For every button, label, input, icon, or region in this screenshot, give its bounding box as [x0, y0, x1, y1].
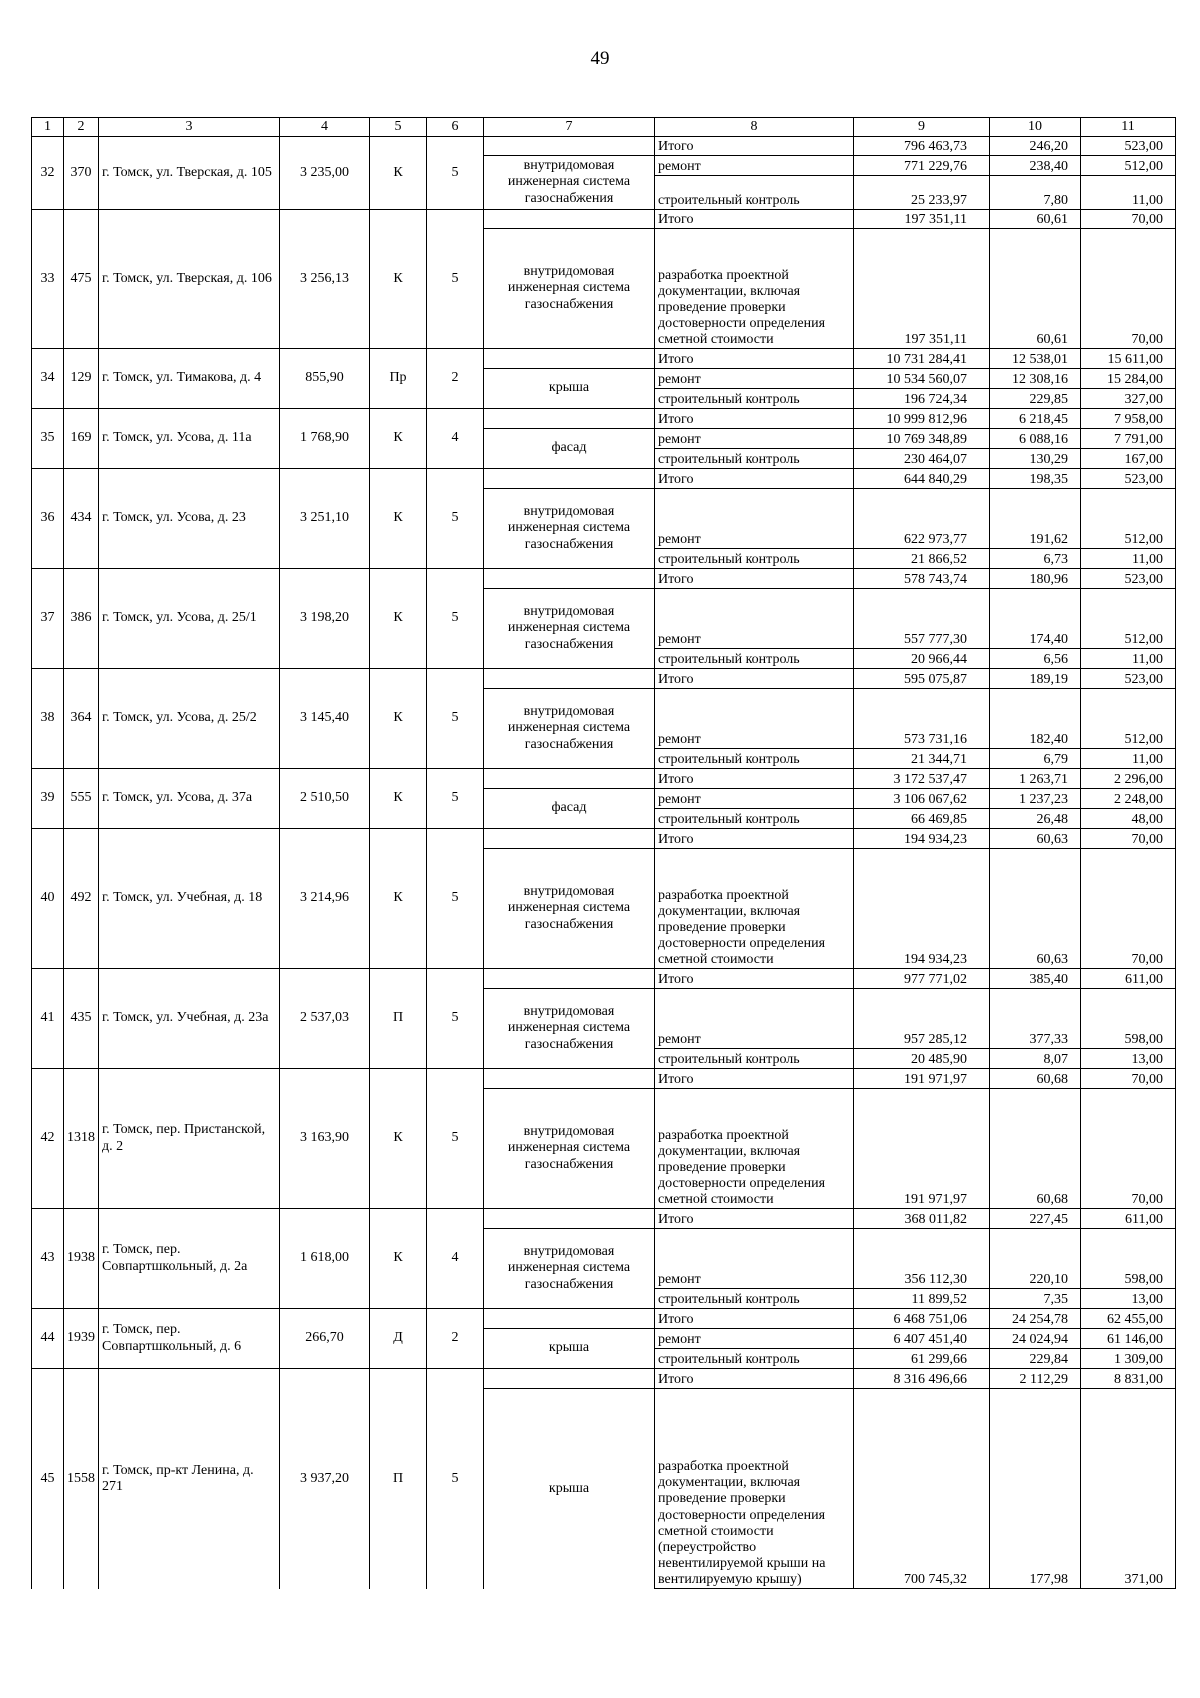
column-header: 6 — [427, 118, 484, 137]
cost-per-sqm: 7,80 — [990, 176, 1081, 210]
address: г. Томск, пер. Совпартшкольный, д. 2а — [99, 1209, 280, 1309]
cost-per-sqm: 1 263,71 — [990, 769, 1081, 789]
area: 3 937,20 — [280, 1369, 370, 1589]
work-label: Итого — [655, 1309, 854, 1329]
area: 3 256,13 — [280, 210, 370, 349]
cost-limit: 512,00 — [1081, 689, 1176, 749]
wall-type: П — [370, 1369, 427, 1589]
system-name: крыша — [484, 1389, 655, 1589]
area: 855,90 — [280, 349, 370, 409]
cost-limit: 598,00 — [1081, 989, 1176, 1049]
area: 3 145,40 — [280, 669, 370, 769]
system-name: внутридомовая инженерная система газоснабжения — [484, 156, 655, 210]
work-label: ремонт — [655, 689, 854, 749]
work-label: разработка проектной документации, включая проведение проверки достоверности определения сметной стоимости — [655, 229, 854, 349]
cost-per-sqm: 12 538,01 — [990, 349, 1081, 369]
house-id: 434 — [64, 469, 99, 569]
wall-type: П — [370, 969, 427, 1069]
cost-limit: 327,00 — [1081, 389, 1176, 409]
system-blank — [484, 1069, 655, 1089]
column-header: 1 — [32, 118, 64, 137]
floors: 5 — [427, 210, 484, 349]
house-id: 364 — [64, 669, 99, 769]
cost-total: 578 743,74 — [854, 569, 990, 589]
column-header: 5 — [370, 118, 427, 137]
system-blank — [484, 210, 655, 229]
cost-limit: 13,00 — [1081, 1049, 1176, 1069]
house-id: 169 — [64, 409, 99, 469]
cost-per-sqm: 26,48 — [990, 809, 1081, 829]
table-row — [32, 1369, 1176, 1389]
cost-limit: 15 284,00 — [1081, 369, 1176, 389]
address: г. Томск, ул. Усова, д. 11а — [99, 409, 280, 469]
cost-limit: 11,00 — [1081, 549, 1176, 569]
house-id: 1939 — [64, 1309, 99, 1369]
floors: 5 — [427, 829, 484, 969]
house-id: 386 — [64, 569, 99, 669]
system-name: внутридомовая инженерная система газоснабжения — [484, 1089, 655, 1209]
work-label: ремонт — [655, 789, 854, 809]
work-label: строительный контроль — [655, 809, 854, 829]
floors: 5 — [427, 669, 484, 769]
cost-total: 595 075,87 — [854, 669, 990, 689]
table-row — [32, 349, 1176, 369]
floors: 5 — [427, 769, 484, 829]
row-number: 44 — [32, 1309, 64, 1369]
floors: 5 — [427, 969, 484, 1069]
wall-type: К — [370, 1069, 427, 1209]
cost-per-sqm: 238,40 — [990, 156, 1081, 176]
cost-limit: 62 455,00 — [1081, 1309, 1176, 1329]
cost-per-sqm: 60,68 — [990, 1089, 1081, 1209]
work-label: Итого — [655, 1209, 854, 1229]
cost-limit: 2 248,00 — [1081, 789, 1176, 809]
floors: 5 — [427, 1369, 484, 1589]
cost-total: 957 285,12 — [854, 989, 990, 1049]
cost-total: 6 468 751,06 — [854, 1309, 990, 1329]
table-row — [32, 769, 1176, 789]
cost-total: 356 112,30 — [854, 1229, 990, 1289]
work-label: строительный контроль — [655, 176, 854, 210]
area: 2 510,50 — [280, 769, 370, 829]
house-id: 1318 — [64, 1069, 99, 1209]
work-label: Итого — [655, 669, 854, 689]
work-label: ремонт — [655, 1229, 854, 1289]
page-number: 49 — [590, 48, 610, 69]
work-label: строительный контроль — [655, 449, 854, 469]
cost-total: 977 771,02 — [854, 969, 990, 989]
column-header: 9 — [854, 118, 990, 137]
work-label: строительный контроль — [655, 549, 854, 569]
row-number: 41 — [32, 969, 64, 1069]
cost-per-sqm: 229,84 — [990, 1349, 1081, 1369]
house-id: 1558 — [64, 1369, 99, 1589]
work-label: Итого — [655, 349, 854, 369]
cost-total: 644 840,29 — [854, 469, 990, 489]
row-number: 35 — [32, 409, 64, 469]
cost-total: 11 899,52 — [854, 1289, 990, 1309]
area: 1 768,90 — [280, 409, 370, 469]
work-label: ремонт — [655, 589, 854, 649]
table-row — [32, 1309, 1176, 1329]
cost-total: 20 966,44 — [854, 649, 990, 669]
system-name: фасад — [484, 789, 655, 829]
cost-total: 230 464,07 — [854, 449, 990, 469]
cost-per-sqm: 60,63 — [990, 849, 1081, 969]
cost-total: 8 316 496,66 — [854, 1369, 990, 1389]
table-row — [32, 969, 1176, 989]
cost-total: 700 745,32 — [854, 1389, 990, 1589]
system-name: внутридомовая инженерная система газоснабжения — [484, 589, 655, 669]
system-name: внутридомовая инженерная система газоснабжения — [484, 1229, 655, 1309]
work-label: ремонт — [655, 156, 854, 176]
wall-type: К — [370, 669, 427, 769]
cost-limit: 512,00 — [1081, 489, 1176, 549]
cost-limit: 7 958,00 — [1081, 409, 1176, 429]
cost-limit: 2 296,00 — [1081, 769, 1176, 789]
house-id: 1938 — [64, 1209, 99, 1309]
cost-total: 197 351,11 — [854, 229, 990, 349]
cost-total: 61 299,66 — [854, 1349, 990, 1369]
system-blank — [484, 409, 655, 429]
work-label: разработка проектной документации, включая проведение проверки достоверности определения сметной стоимости — [655, 849, 854, 969]
wall-type: К — [370, 210, 427, 349]
cost-per-sqm: 6 218,45 — [990, 409, 1081, 429]
system-name: крыша — [484, 369, 655, 409]
cost-total: 796 463,73 — [854, 137, 990, 156]
address: г. Томск, ул. Тверская, д. 105 — [99, 137, 280, 210]
cost-limit: 70,00 — [1081, 829, 1176, 849]
system-blank — [484, 469, 655, 489]
work-label: Итого — [655, 409, 854, 429]
cost-per-sqm: 60,63 — [990, 829, 1081, 849]
wall-type: К — [370, 769, 427, 829]
cost-total: 6 407 451,40 — [854, 1329, 990, 1349]
wall-type: К — [370, 829, 427, 969]
house-id: 129 — [64, 349, 99, 409]
cost-limit: 512,00 — [1081, 589, 1176, 649]
cost-limit: 611,00 — [1081, 1209, 1176, 1229]
floors: 5 — [427, 469, 484, 569]
system-blank — [484, 1209, 655, 1229]
cost-limit: 512,00 — [1081, 156, 1176, 176]
cost-limit: 7 791,00 — [1081, 429, 1176, 449]
row-number: 45 — [32, 1369, 64, 1589]
wall-type: Д — [370, 1309, 427, 1369]
work-label: Итого — [655, 210, 854, 229]
work-label: Итого — [655, 1069, 854, 1089]
system-blank — [484, 137, 655, 156]
cost-limit: 70,00 — [1081, 1069, 1176, 1089]
cost-total: 368 011,82 — [854, 1209, 990, 1229]
house-id: 475 — [64, 210, 99, 349]
cost-per-sqm: 12 308,16 — [990, 369, 1081, 389]
table-row — [32, 409, 1176, 429]
header-row — [32, 118, 1176, 137]
cost-per-sqm: 24 254,78 — [990, 1309, 1081, 1329]
address: г. Томск, ул. Тверская, д. 106 — [99, 210, 280, 349]
wall-type: К — [370, 137, 427, 210]
area: 3 198,20 — [280, 569, 370, 669]
cost-limit: 11,00 — [1081, 649, 1176, 669]
system-blank — [484, 1309, 655, 1329]
system-name: внутридомовая инженерная система газоснабжения — [484, 849, 655, 969]
work-label: Итого — [655, 137, 854, 156]
cost-per-sqm: 246,20 — [990, 137, 1081, 156]
column-header: 8 — [655, 118, 854, 137]
cost-limit: 11,00 — [1081, 749, 1176, 769]
system-blank — [484, 1369, 655, 1389]
cost-limit: 523,00 — [1081, 569, 1176, 589]
cost-limit: 70,00 — [1081, 229, 1176, 349]
address: г. Томск, пр-кт Ленина, д. 271 — [99, 1369, 280, 1589]
wall-type: К — [370, 409, 427, 469]
cost-limit: 48,00 — [1081, 809, 1176, 829]
table-row — [32, 569, 1176, 589]
cost-total: 66 469,85 — [854, 809, 990, 829]
row-number: 33 — [32, 210, 64, 349]
work-label: Итого — [655, 969, 854, 989]
table-row — [32, 469, 1176, 489]
cost-limit: 611,00 — [1081, 969, 1176, 989]
work-label: ремонт — [655, 369, 854, 389]
address: г. Томск, ул. Усова, д. 37а — [99, 769, 280, 829]
cost-per-sqm: 6,73 — [990, 549, 1081, 569]
cost-total: 557 777,30 — [854, 589, 990, 649]
repair-plan-table — [31, 117, 1176, 1589]
system-blank — [484, 569, 655, 589]
address: г. Томск, ул. Тимакова, д. 4 — [99, 349, 280, 409]
work-label: Итого — [655, 1369, 854, 1389]
work-label: строительный контроль — [655, 749, 854, 769]
row-number: 43 — [32, 1209, 64, 1309]
row-number: 36 — [32, 469, 64, 569]
area: 1 618,00 — [280, 1209, 370, 1309]
house-id: 492 — [64, 829, 99, 969]
cost-total: 622 973,77 — [854, 489, 990, 549]
system-blank — [484, 349, 655, 369]
area: 3 235,00 — [280, 137, 370, 210]
floors: 2 — [427, 1309, 484, 1369]
wall-type: К — [370, 1209, 427, 1309]
cost-per-sqm: 2 112,29 — [990, 1369, 1081, 1389]
wall-type: К — [370, 469, 427, 569]
cost-total: 10 731 284,41 — [854, 349, 990, 369]
cost-total: 10 769 348,89 — [854, 429, 990, 449]
system-blank — [484, 829, 655, 849]
column-header: 3 — [99, 118, 280, 137]
system-blank — [484, 669, 655, 689]
address: г. Томск, ул. Усова, д. 25/1 — [99, 569, 280, 669]
wall-type: К — [370, 569, 427, 669]
cost-total: 3 106 067,62 — [854, 789, 990, 809]
cost-limit: 61 146,00 — [1081, 1329, 1176, 1349]
cost-per-sqm: 6,79 — [990, 749, 1081, 769]
cost-limit: 1 309,00 — [1081, 1349, 1176, 1369]
cost-total: 771 229,76 — [854, 156, 990, 176]
cost-total: 21 344,71 — [854, 749, 990, 769]
cost-per-sqm: 180,96 — [990, 569, 1081, 589]
area: 3 214,96 — [280, 829, 370, 969]
cost-per-sqm: 60,61 — [990, 229, 1081, 349]
house-id: 370 — [64, 137, 99, 210]
system-name: фасад — [484, 429, 655, 469]
work-label: строительный контроль — [655, 649, 854, 669]
cost-limit: 523,00 — [1081, 469, 1176, 489]
cost-limit: 598,00 — [1081, 1229, 1176, 1289]
work-label: разработка проектной документации, включая проведение проверки достоверности определения сметной стоимости — [655, 1089, 854, 1209]
system-name: внутридомовая инженерная система газоснабжения — [484, 689, 655, 769]
cost-limit: 523,00 — [1081, 137, 1176, 156]
cost-per-sqm: 60,61 — [990, 210, 1081, 229]
cost-total: 194 934,23 — [854, 829, 990, 849]
table-row — [32, 1069, 1176, 1089]
work-label: ремонт — [655, 1329, 854, 1349]
area: 266,70 — [280, 1309, 370, 1369]
column-header: 7 — [484, 118, 655, 137]
table-row — [32, 137, 1176, 156]
cost-limit: 70,00 — [1081, 1089, 1176, 1209]
area: 2 537,03 — [280, 969, 370, 1069]
area: 3 163,90 — [280, 1069, 370, 1209]
cost-per-sqm: 182,40 — [990, 689, 1081, 749]
column-header: 2 — [64, 118, 99, 137]
table-row — [32, 829, 1176, 849]
cost-total: 191 971,97 — [854, 1089, 990, 1209]
floors: 4 — [427, 409, 484, 469]
cost-per-sqm: 191,62 — [990, 489, 1081, 549]
system-name: внутридомовая инженерная система газоснабжения — [484, 229, 655, 349]
cost-per-sqm: 174,40 — [990, 589, 1081, 649]
cost-total: 573 731,16 — [854, 689, 990, 749]
row-number: 37 — [32, 569, 64, 669]
cost-total: 191 971,97 — [854, 1069, 990, 1089]
column-header: 10 — [990, 118, 1081, 137]
cost-total: 196 724,34 — [854, 389, 990, 409]
work-label: Итого — [655, 829, 854, 849]
work-label: ремонт — [655, 429, 854, 449]
address: г. Томск, ул. Усова, д. 25/2 — [99, 669, 280, 769]
cost-per-sqm: 8,07 — [990, 1049, 1081, 1069]
system-name: внутридомовая инженерная система газоснабжения — [484, 489, 655, 569]
table-body — [32, 118, 1176, 1589]
address: г. Томск, ул. Усова, д. 23 — [99, 469, 280, 569]
floors: 4 — [427, 1209, 484, 1309]
work-label: Итого — [655, 769, 854, 789]
cost-limit: 167,00 — [1081, 449, 1176, 469]
cost-total: 10 999 812,96 — [854, 409, 990, 429]
table-row — [32, 1209, 1176, 1229]
cost-per-sqm: 24 024,94 — [990, 1329, 1081, 1349]
cost-per-sqm: 198,35 — [990, 469, 1081, 489]
cost-per-sqm: 377,33 — [990, 989, 1081, 1049]
row-number: 39 — [32, 769, 64, 829]
area: 3 251,10 — [280, 469, 370, 569]
work-label: строительный контроль — [655, 1049, 854, 1069]
work-label: ремонт — [655, 989, 854, 1049]
column-header: 11 — [1081, 118, 1176, 137]
work-label: строительный контроль — [655, 1289, 854, 1309]
cost-limit: 70,00 — [1081, 849, 1176, 969]
address: г. Томск, пер. Пристанской, д. 2 — [99, 1069, 280, 1209]
cost-per-sqm: 130,29 — [990, 449, 1081, 469]
column-header: 4 — [280, 118, 370, 137]
work-label: строительный контроль — [655, 1349, 854, 1369]
work-label: Итого — [655, 569, 854, 589]
system-name: внутридомовая инженерная система газоснабжения — [484, 989, 655, 1069]
cost-limit: 523,00 — [1081, 669, 1176, 689]
cost-per-sqm: 220,10 — [990, 1229, 1081, 1289]
system-name: крыша — [484, 1329, 655, 1369]
cost-limit: 371,00 — [1081, 1389, 1176, 1589]
work-label: Итого — [655, 469, 854, 489]
cost-total: 20 485,90 — [854, 1049, 990, 1069]
floors: 2 — [427, 349, 484, 409]
cost-per-sqm: 229,85 — [990, 389, 1081, 409]
wall-type: Пр — [370, 349, 427, 409]
cost-limit: 8 831,00 — [1081, 1369, 1176, 1389]
work-label: разработка проектной документации, включая проведение проверки достоверности определения сметной стоимости (переустройство невентилируемой крыши на вентилируемую крышу) — [655, 1389, 854, 1589]
cost-per-sqm: 385,40 — [990, 969, 1081, 989]
house-id: 435 — [64, 969, 99, 1069]
work-label: ремонт — [655, 489, 854, 549]
cost-per-sqm: 7,35 — [990, 1289, 1081, 1309]
table-row — [32, 669, 1176, 689]
cost-per-sqm: 6,56 — [990, 649, 1081, 669]
cost-limit: 15 611,00 — [1081, 349, 1176, 369]
cost-limit: 11,00 — [1081, 176, 1176, 210]
cost-limit: 13,00 — [1081, 1289, 1176, 1309]
row-number: 32 — [32, 137, 64, 210]
cost-total: 194 934,23 — [854, 849, 990, 969]
cost-limit: 70,00 — [1081, 210, 1176, 229]
floors: 5 — [427, 137, 484, 210]
system-blank — [484, 969, 655, 989]
row-number: 40 — [32, 829, 64, 969]
row-number: 42 — [32, 1069, 64, 1209]
cost-per-sqm: 177,98 — [990, 1389, 1081, 1589]
system-blank — [484, 769, 655, 789]
work-label: строительный контроль — [655, 389, 854, 409]
cost-per-sqm: 189,19 — [990, 669, 1081, 689]
house-id: 555 — [64, 769, 99, 829]
address: г. Томск, ул. Учебная, д. 18 — [99, 829, 280, 969]
cost-total: 10 534 560,07 — [854, 369, 990, 389]
cost-total: 3 172 537,47 — [854, 769, 990, 789]
cost-total: 25 233,97 — [854, 176, 990, 210]
cost-per-sqm: 6 088,16 — [990, 429, 1081, 449]
row-number: 34 — [32, 349, 64, 409]
cost-total: 21 866,52 — [854, 549, 990, 569]
table-row — [32, 210, 1176, 229]
floors: 5 — [427, 569, 484, 669]
address: г. Томск, пер. Совпартшкольный, д. 6 — [99, 1309, 280, 1369]
row-number: 38 — [32, 669, 64, 769]
cost-per-sqm: 60,68 — [990, 1069, 1081, 1089]
floors: 5 — [427, 1069, 484, 1209]
cost-per-sqm: 227,45 — [990, 1209, 1081, 1229]
address: г. Томск, ул. Учебная, д. 23а — [99, 969, 280, 1069]
cost-per-sqm: 1 237,23 — [990, 789, 1081, 809]
cost-total: 197 351,11 — [854, 210, 990, 229]
